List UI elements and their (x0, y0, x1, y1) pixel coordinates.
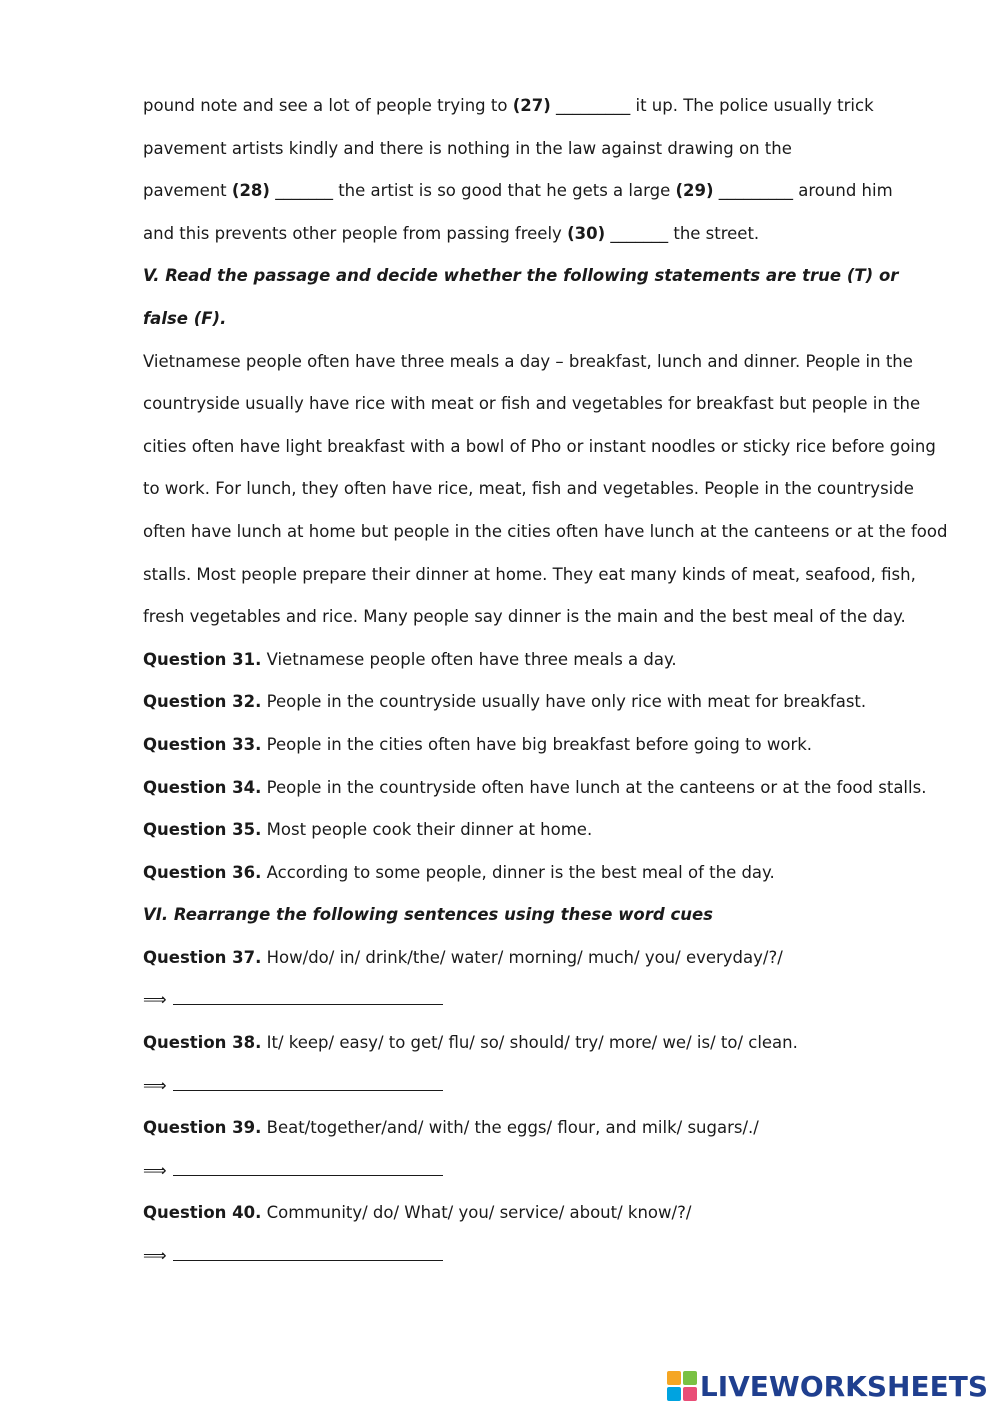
passage-line (143, 85, 943, 128)
answer-input-40[interactable] (173, 1246, 443, 1261)
passage-line (143, 213, 943, 256)
answer-line-37 (143, 979, 943, 1022)
question-33: Question 33. People in the cities often have big breakfast before going to work. (143, 734, 813, 754)
answer-line-40 (143, 1235, 943, 1278)
answer-input-38[interactable] (173, 1076, 443, 1091)
blank-number-29: (29) (675, 181, 714, 201)
blank-number-28: (28) (231, 181, 270, 201)
question-37: Question 37. How/do/ in/ drink/the/ water/ morning/ much/ you/ everyday/?/ (143, 947, 783, 967)
passage-text: pound note and see a lot of people trying to (143, 96, 513, 115)
worksheet-content (143, 85, 948, 1278)
logo-square (683, 1387, 697, 1401)
blank-27[interactable]: _________ it up. The police usually trick (550, 96, 874, 115)
passage-line: often have lunch at home but people in the cities often have lunch at the canteens or at the food (143, 521, 948, 541)
question-35: Question 35. Most people cook their dinner at home. (143, 820, 593, 840)
logo-text: LIVEWORKSHEETS (699, 1369, 988, 1403)
answer-input-39[interactable] (173, 1161, 443, 1176)
section-6-heading: VI. Rearrange the following sentences using these word cues (143, 905, 713, 925)
logo-square (667, 1371, 681, 1385)
passage-line (143, 170, 943, 213)
passage-line: fresh vegetables and rice. Many people say dinner is the main and the best meal of the day. (143, 607, 906, 627)
passage-line (143, 128, 943, 171)
question-31: Question 31. Vietnamese people often have three meals a day. (143, 649, 677, 669)
passage-text: pavement (143, 181, 232, 201)
passage-line: countryside usually have rice with meat or fish and vegetables for breakfast but people in the (143, 394, 921, 414)
blank-number-27: (27) (512, 96, 551, 115)
answer-line-38 (143, 1065, 943, 1108)
arrow-icon: ⟹ (143, 990, 167, 1010)
logo-square (667, 1387, 681, 1401)
question-39: Question 39. Beat/together/and/ with/ the eggs/ flour, and milk/ sugars/./ (143, 1118, 759, 1138)
question-38: Question 38. It/ keep/ easy/ to get/ flu/ so/ should/ try/ more/ we/ is/ to/ clean. (143, 1033, 798, 1053)
section-5-heading-cont: false (F). (143, 308, 227, 328)
passage-line: to work. For lunch, they often have rice, meat, fish and vegetables. People in the countryside (143, 479, 914, 499)
answer-line-39 (143, 1150, 943, 1193)
section-5-heading: V. Read the passage and decide whether the following statements are true (T) or (143, 266, 899, 286)
answer-input-37[interactable] (173, 990, 443, 1005)
passage-text: pavement artists kindly and there is nothing in the law against drawing on the (143, 138, 792, 158)
question-32: Question 32. People in the countryside usually have only rice with meat for breakfast. (143, 692, 867, 712)
blank-number-30: (30) (567, 223, 606, 243)
blank-30[interactable]: _______ the street. (605, 223, 760, 243)
arrow-icon: ⟹ (143, 1246, 167, 1266)
arrow-icon: ⟹ (143, 1160, 167, 1180)
passage-text: and this prevents other people from passing freely (143, 223, 568, 243)
blank-28[interactable]: _______ the artist is so good that he gets a large (269, 181, 676, 201)
blank-29[interactable]: _________ around him (713, 181, 893, 201)
question-36: Question 36. According to some people, dinner is the best meal of the day. (143, 862, 775, 882)
logo-square (683, 1371, 697, 1385)
arrow-icon: ⟹ (143, 1075, 167, 1095)
liveworksheets-logo[interactable] (667, 1369, 988, 1403)
passage-line: Vietnamese people often have three meals a day – breakfast, lunch and dinner. People in the (143, 351, 913, 371)
question-40: Question 40. Community/ do/ What/ you/ service/ about/ know/?/ (143, 1203, 692, 1223)
liveworksheets-logo-icon (667, 1371, 697, 1401)
passage-line: stalls. Most people prepare their dinner at home. They eat many kinds of meat, seafood, fish, (143, 564, 916, 584)
question-34: Question 34. People in the countryside often have lunch at the canteens or at the food stalls. (143, 777, 927, 797)
passage-line: cities often have light breakfast with a bowl of Pho or instant noodles or sticky rice before going (143, 436, 936, 456)
